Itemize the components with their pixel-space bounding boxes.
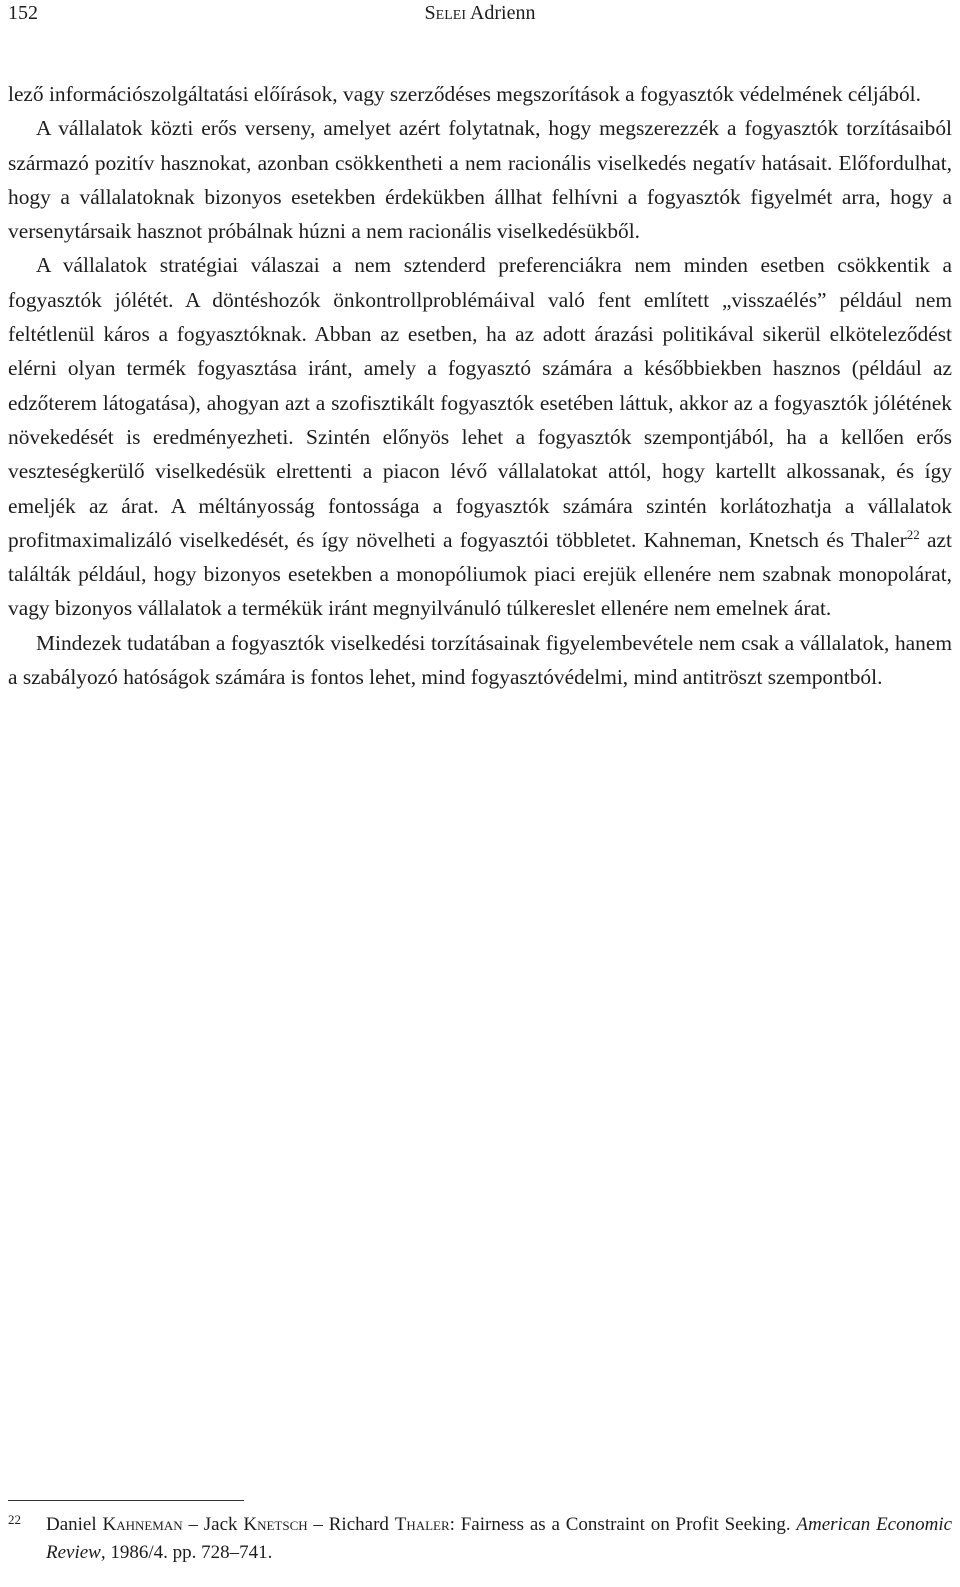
footnote-reference: 22 xyxy=(906,526,920,542)
page-number: 152 xyxy=(8,2,38,24)
paragraph-1: lező információszolgáltatási előírások, vagy szerződéses megszorítások a fogyasztók védelmének céljából. xyxy=(8,82,921,106)
footnote-divider xyxy=(8,1500,244,1501)
body-text xyxy=(8,77,952,694)
paragraph-3-part-b: azt találták például, hogy bizonyos esetekben a monopóliumok piaci erejük ellenére nem szabnak monopolárat, vagy bizonyos vállalatok a termékük iránt megnyilvánuló túlkereslet ellenére nem emelnek árat. xyxy=(8,527,952,621)
author-given-name: Adrienn xyxy=(469,2,536,24)
author-1-last: Kahneman xyxy=(102,1514,183,1535)
paragraph-3 xyxy=(8,248,952,625)
author-2-last: Knetsch xyxy=(243,1514,308,1535)
footnote-22 xyxy=(8,1511,952,1567)
author-surname: Selei xyxy=(424,2,466,24)
author-2-first: Jack xyxy=(203,1514,238,1535)
footnote-number: 22 xyxy=(8,1512,21,1527)
paragraph-3-part-a: A vállalatok stratégiai válaszai a nem sztenderd preferenciákra nem minden esetben csökkentik a fogyasztók jólétét. A döntéshozók önkontrollproblémáival való fent említett „visszaélés” például nem feltétlenül káros a fogyasztóknak. Abban az esetben, ha az adott árazási politikával sikerül elköteleződést elérni olyan termék fogyasztása iránt, amely a fogyasztó számára a későbbiekben hasznos (például az edzőterem látogatása), ahogyan azt a szofisztikált fogyasztók esetében láttuk, akkor az a fogyasztók jólétének növekedését is eredményezheti. Szintén előnyös lehet a fogyasztók szempontjából, ha a kellően erős veszteségkerülő viselkedésük elrettenti a piacon lévő vállalatokat attól, hogy kartellt alkossanak, és így emeljék az árat. A méltányosság fontossága a fogyasztók számára szintén korlátozhatja a vállalatok profitmaximalizáló viselkedését, és így növelheti a fogyasztói többletet. Kahneman, Knetsch és Thaler xyxy=(8,253,952,552)
running-head-author xyxy=(8,0,952,26)
journal-name: American Economic Review xyxy=(46,1514,953,1563)
author-1-first: Daniel xyxy=(46,1514,97,1535)
article-title: : Fairness as a Constraint on Profit Seeking. xyxy=(449,1514,791,1535)
dash-1: – xyxy=(182,1514,204,1535)
paragraph-4: Mindezek tudatában a fogyasztók viselkedési torzításainak figyelembevétele nem csak a vállalatok, hanem a szabályozó hatóságok számára is fontos lehet, mind fogyasztóvédelmi, mind antitröszt szempontból. xyxy=(8,630,952,690)
paragraph-2: A vállalatok közti erős verseny, amelyet azért folytatnak, hogy megszerezzék a fogyasztók torzításaiból származó pozitív hasznokat, azonban csökkentheti a nem racionális viselkedés negatív hatásait. Előfordulhat, hogy a vállalatoknak bizonyos esetekben érdekükben állhat felhívni a fogyasztók figyelmét arra, hogy a versenytársaik hasznot próbálnak húzni a nem racionális viselkedésükből. xyxy=(8,116,952,244)
running-header xyxy=(8,0,952,26)
author-3-last: Thaler xyxy=(394,1514,450,1535)
dash-2: – xyxy=(307,1514,329,1535)
publication-details: , 1986/4. pp. 728–741. xyxy=(100,1542,273,1563)
author-3-first: Richard xyxy=(328,1514,389,1535)
footnote-text xyxy=(46,1511,952,1567)
